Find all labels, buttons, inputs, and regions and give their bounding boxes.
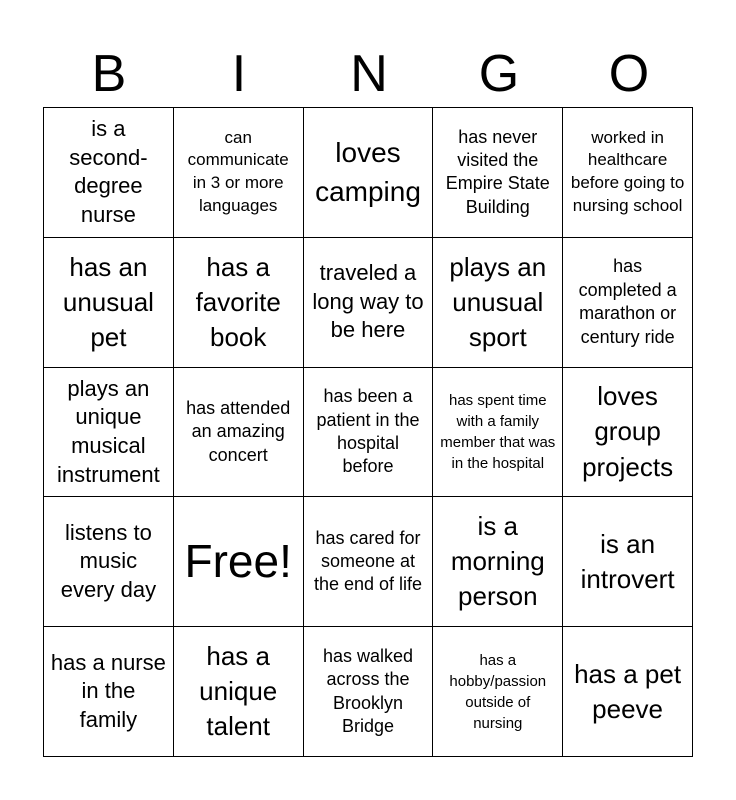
bingo-cell[interactable]: has a pet peeve (563, 627, 693, 757)
bingo-cell[interactable]: is an introvert (563, 497, 693, 627)
bingo-cell[interactable]: has a favorite book (174, 238, 304, 368)
header-letter-g: G (478, 45, 520, 103)
header-letter-b: B (91, 45, 127, 103)
bingo-cell[interactable]: listens to music every day (44, 497, 174, 627)
bingo-cell[interactable]: plays an unusual sport (433, 238, 563, 368)
free-space-cell[interactable]: Free! (174, 497, 304, 627)
header-letter-i: I (231, 45, 247, 103)
bingo-cell[interactable]: can communicate in 3 or more languages (174, 108, 304, 238)
bingo-cell[interactable]: plays an unique musical instrument (44, 368, 174, 498)
bingo-cell[interactable]: is a morning person (433, 497, 563, 627)
bingo-board (43, 107, 693, 757)
bingo-cell[interactable]: worked in healthcare before going to nursing school (563, 108, 693, 238)
bingo-cell[interactable]: has been a patient in the hospital before (304, 368, 434, 498)
bingo-cell[interactable]: has completed a marathon or century ride (563, 238, 693, 368)
bingo-cell[interactable]: loves camping (304, 108, 434, 238)
bingo-cell[interactable]: has walked across the Brooklyn Bridge (304, 627, 434, 757)
bingo-cell[interactable]: has attended an amazing concert (174, 368, 304, 498)
bingo-cell[interactable]: has a hobby/passion outside of nursing (433, 627, 563, 757)
bingo-cell[interactable]: traveled a long way to be here (304, 238, 434, 368)
bingo-header (44, 40, 694, 108)
bingo-cell[interactable]: loves group projects (563, 368, 693, 498)
bingo-cell[interactable]: has a nurse in the family (44, 627, 174, 757)
bingo-cell[interactable]: has a unique talent (174, 627, 304, 757)
bingo-cell[interactable]: has cared for someone at the end of life (304, 497, 434, 627)
bingo-cell[interactable]: has spent time with a family member that was in the hospital (433, 368, 563, 498)
header-letter-o: O (608, 45, 650, 103)
header-letter-n: N (350, 45, 388, 103)
bingo-cell[interactable]: is a second-degree nurse (44, 108, 174, 238)
bingo-cell[interactable]: has never visited the Empire State Building (433, 108, 563, 238)
bingo-cell[interactable]: has an unusual pet (44, 238, 174, 368)
